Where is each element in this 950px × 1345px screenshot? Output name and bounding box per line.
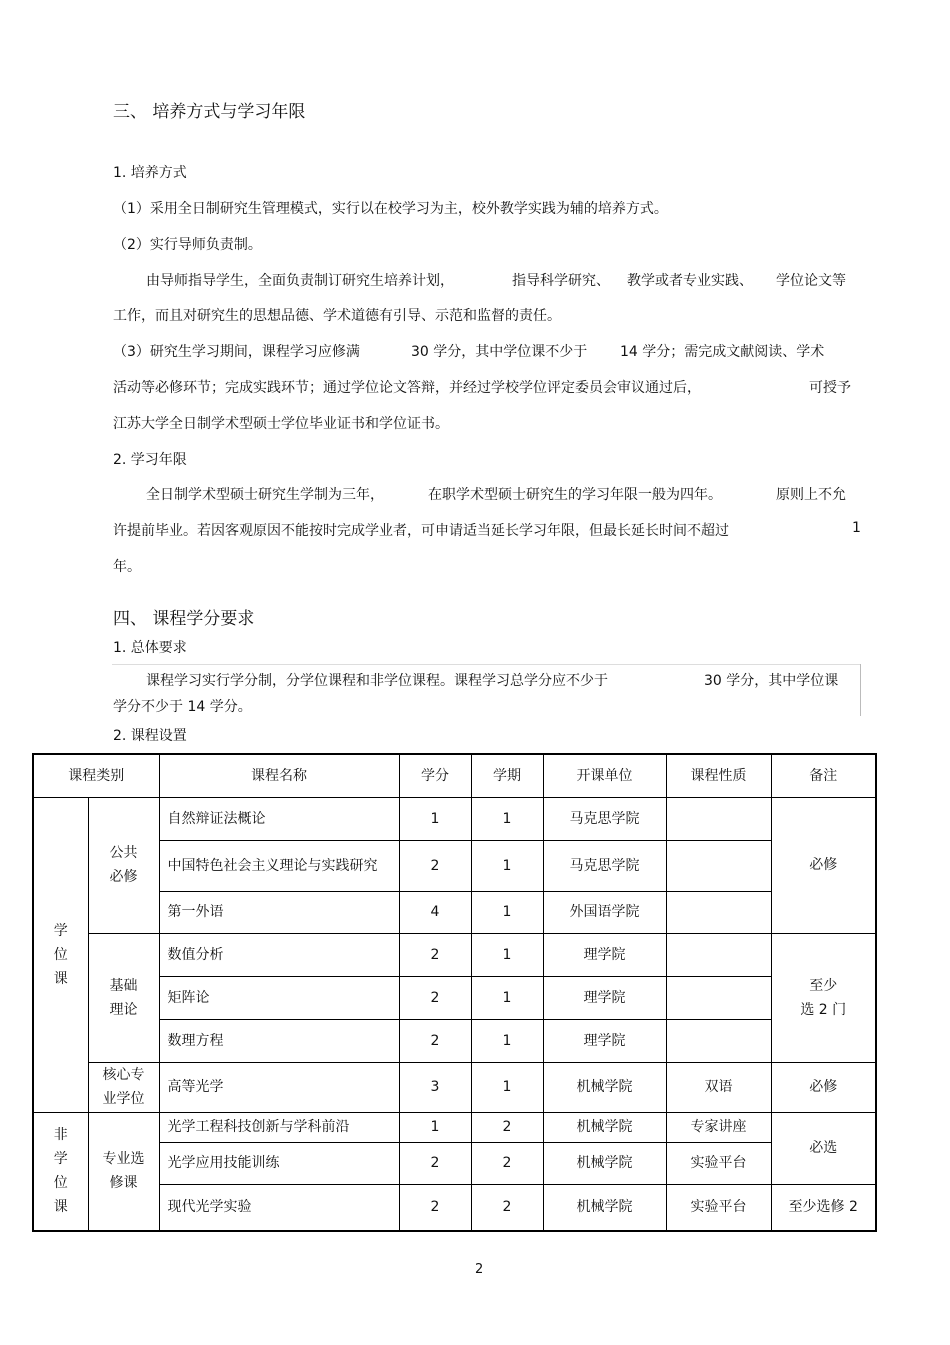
course-unit: 机械学院 [543,1112,666,1142]
course-credit: 2 [399,1019,471,1062]
course-nature: 实验平台 [666,1142,771,1184]
course-nature: 实验平台 [666,1184,771,1231]
course-name: 自然辩证法概论 [159,797,399,840]
course-unit: 马克思学院 [543,840,666,891]
paragraph-text: 许提前毕业。若因客观原因不能按时完成学业者，可申请适当延长学习年限，但最长延长时间不超过 [113,523,729,539]
section-4-title: 四、 课程学分要求 [113,609,255,629]
course-term: 1 [471,1062,543,1112]
paragraph-text: 活动等必修环节；完成实践环节；通过学位论文答辩，并经过学校学位评定委员会审议通过后， [113,380,701,396]
table-row [33,976,876,1019]
course-credit: 2 [399,976,471,1019]
text-frame-top [112,664,860,665]
course-name: 数值分析 [159,933,399,976]
header-unit: 开课单位 [543,754,666,797]
sub-public: 公共 必修 [88,797,159,933]
course-term: 1 [471,797,543,840]
table-row [33,1184,876,1231]
table-row [33,840,876,891]
course-nature [666,976,771,1019]
header-category: 课程类别 [33,754,159,797]
course-nature [666,840,771,891]
course-name: 光学应用技能训练 [159,1142,399,1184]
course-table [32,753,877,1232]
sub-basic: 基础 理论 [88,933,159,1062]
note-core: 必修 [771,1062,876,1112]
table-row [33,797,876,840]
course-term: 1 [471,976,543,1019]
course-credit: 2 [399,1142,471,1184]
table-row [33,1142,876,1184]
table-row [33,1062,876,1112]
table-row [33,1019,876,1062]
paragraph-text: 可授予 [809,380,851,396]
course-name: 现代光学实验 [159,1184,399,1231]
course-credit: 2 [399,840,471,891]
course-term: 1 [471,933,543,976]
course-credit: 4 [399,891,471,933]
sub-elective: 专业选 修课 [88,1112,159,1231]
paragraph: （1）采用全日制研究生管理模式，实行以在校学习为主，校外教学实践为辅的培养方式。 [113,201,668,217]
course-nature [666,933,771,976]
course-credit: 2 [399,933,471,976]
note-elective: 必选 [771,1112,876,1184]
course-nature [666,797,771,840]
course-unit: 马克思学院 [543,797,666,840]
sub-core: 核心专 业学位 [88,1062,159,1112]
table-header-row [33,754,876,797]
course-name: 矩阵论 [159,976,399,1019]
paragraph-text: 江苏大学全日制学术型硕士学位毕业证书和学位证书。 [113,416,449,432]
subsection-title: 2. 课程设置 [113,728,187,744]
course-unit: 外国语学院 [543,891,666,933]
paragraph-text: 教学或者专业实践、 [627,273,753,289]
header-nature: 课程性质 [666,754,771,797]
group-degree: 学 位 课 [33,797,88,1112]
course-term: 1 [471,891,543,933]
course-term: 1 [471,840,543,891]
course-unit: 机械学院 [543,1184,666,1231]
course-credit: 1 [399,797,471,840]
note-choose-2: 至少 选 2 门 [771,933,876,1062]
course-name: 中国特色社会主义理论与实践研究 [159,840,399,891]
header-term: 学期 [471,754,543,797]
paragraph-text: 工作，而且对研究生的思想品德、学术道德有引导、示范和监督的责任。 [113,308,561,324]
header-credit: 学分 [399,754,471,797]
course-name: 光学工程科技创新与学科前沿 [159,1112,399,1142]
paragraph-text: 在职学术型硕士研究生的学习年限一般为四年。 [428,487,722,503]
course-nature: 专家讲座 [666,1112,771,1142]
course-unit: 机械学院 [543,1142,666,1184]
text-frame-right [860,664,861,716]
course-credit: 3 [399,1062,471,1112]
table-row [33,1112,876,1142]
course-term: 2 [471,1142,543,1184]
table-row [33,933,876,976]
group-nondegree: 非 学 位 课 [33,1112,88,1231]
paragraph-text: 由导师指导学生，全面负责制订研究生培养计划， [146,273,454,289]
course-credit: 2 [399,1184,471,1231]
paragraph-text: 全日制学术型硕士研究生学制为三年， [146,487,384,503]
course-unit: 理学院 [543,1019,666,1062]
paragraph-text: 指导科学研究、 [512,273,610,289]
course-unit: 机械学院 [543,1062,666,1112]
course-unit: 理学院 [543,976,666,1019]
note-required: 必修 [771,797,876,933]
section-3-title: 三、 培养方式与学习年限 [113,102,306,122]
paragraph-text: 学分不少于 14 学分。 [113,699,252,715]
page-number: 2 [475,1262,484,1277]
course-name: 数理方程 [159,1019,399,1062]
paragraph-text: 1 [852,520,861,536]
paragraph-text: 30 学分，其中学位课不少于 [411,344,588,360]
course-nature: 双语 [666,1062,771,1112]
paragraph-text: 学位论文等 [776,273,846,289]
paragraph-text: （3）研究生学习期间，课程学习应修满 [113,344,360,360]
course-unit: 理学院 [543,933,666,976]
course-term: 2 [471,1112,543,1142]
course-name: 高等光学 [159,1062,399,1112]
subsection-title: 2. 学习年限 [113,452,187,468]
paragraph-text: 原则上不允 [776,487,846,503]
paragraph-text: 14 学分；需完成文献阅读、学术 [620,344,825,360]
header-course-name: 课程名称 [159,754,399,797]
course-credit: 1 [399,1112,471,1142]
course-nature [666,1019,771,1062]
note-last: 至少选修 2 [771,1184,876,1231]
subsection-title: 1. 培养方式 [113,165,187,181]
paragraph-text: 30 学分，其中学位课 [704,673,839,689]
paragraph-text: 课程学习实行学分制，分学位课程和非学位课程。课程学习总学分应不少于 [146,673,608,689]
course-term: 2 [471,1184,543,1231]
paragraph-text: 年。 [113,559,141,575]
course-name: 第一外语 [159,891,399,933]
table-row [33,891,876,933]
course-term: 1 [471,1019,543,1062]
subsection-title: 1. 总体要求 [113,640,187,656]
paragraph: （2）实行导师负责制。 [113,237,262,253]
course-nature [666,891,771,933]
header-note: 备注 [771,754,876,797]
